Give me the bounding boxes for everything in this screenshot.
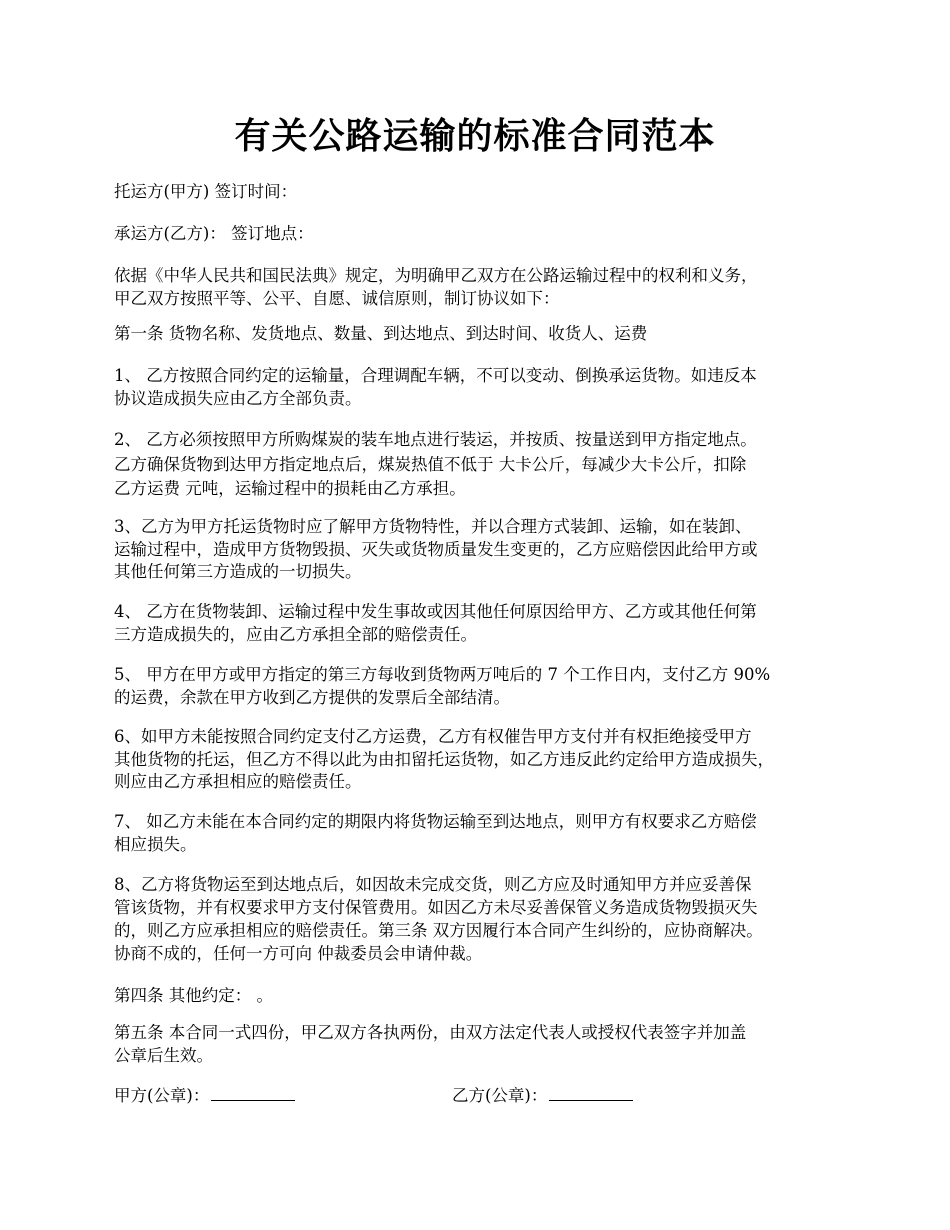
text-line: 管该货物，并有权要求甲方支付保管费用。如因乙方未尽妥善保管义务造成货物毁损灭失 bbox=[114, 898, 758, 917]
text-line: 其他货物的托运，但乙方不得以此为由扣留托运货物，如乙方违反此约定给甲方造成损失， bbox=[114, 749, 774, 769]
paragraph-clause-4 bbox=[114, 601, 854, 646]
text-line: 运输过程中，造成甲方货物毁损、灭失或货物质量发生变更的，乙方应赔偿因此给甲方或 bbox=[114, 539, 758, 559]
paragraph-clause-7 bbox=[114, 811, 854, 856]
text-line: 7、 如乙方未能在本合同约定的期限内将货物运输至到达地点，则甲方有权要求乙方赔偿 bbox=[114, 812, 757, 831]
text-line: 其他任何第三方造成的一切损失。 bbox=[114, 562, 362, 581]
signature-party-b bbox=[452, 1083, 633, 1108]
document-title: 有关公路运输的标准合同范本 bbox=[234, 115, 716, 157]
text-line: 承运方(乙方)： 签订地点： bbox=[114, 224, 314, 243]
text-line: 第四条 其他约定： 。 bbox=[114, 986, 273, 1005]
paragraph-clause-2 bbox=[114, 428, 854, 502]
text-line: 依据《中华人民共和国民法典》规定，为明确甲乙双方在公路运输过程中的权利和义务， bbox=[114, 266, 758, 285]
text-line: 的，则乙方应承担相应的赔偿责任。第三条 双方因履行本合同产生纠纷的，应协商解决。 bbox=[114, 921, 763, 940]
party-a-signature-line bbox=[211, 1083, 295, 1101]
paragraph-carrier bbox=[114, 223, 854, 246]
paragraph-article-4 bbox=[114, 985, 854, 1008]
text-line: 8、乙方将货物运至到达地点后，如因故未完成交货，则乙方应及时通知甲方并应妥善保 bbox=[114, 875, 752, 894]
paragraph-article-1 bbox=[114, 323, 854, 346]
text-line: 公章后生效。 bbox=[114, 1045, 213, 1065]
text-line: 3、乙方为甲方托运货物时应了解甲方货物特性，并以合理方式装卸、运输，如在装卸、 bbox=[114, 517, 752, 536]
paragraph-article-5 bbox=[114, 1022, 854, 1067]
paragraph-preamble bbox=[114, 265, 854, 310]
text-line: 1、 乙方按照合同约定的运输量，合理调配车辆，不可以变动、倒换承运货物。如违反本 bbox=[114, 366, 757, 385]
text-line: 4、 乙方在货物装卸、运输过程中发生事故或因其他任何原因给甲方、乙方或其他任何第 bbox=[114, 602, 757, 621]
party-a-label: 甲方(公章)： bbox=[114, 1086, 210, 1105]
paragraph-clause-8 bbox=[114, 873, 854, 965]
text-line: 6、如甲方未能按照合同约定支付乙方运费，乙方有权催告甲方支付并有权拒绝接受甲方 bbox=[114, 727, 752, 746]
text-line: 相应损失。 bbox=[114, 834, 197, 854]
text-line: 协议造成损失应由乙方全部负责。 bbox=[114, 388, 362, 408]
signature-party-a bbox=[114, 1083, 295, 1108]
text-line: 甲乙双方按照平等、公平、自愿、诚信原则，制订协议如下： bbox=[114, 288, 560, 308]
paragraph-clause-5 bbox=[114, 664, 854, 709]
text-line: 第一条 货物名称、发货地点、数量、到达地点、到达时间、收货人、运费 bbox=[114, 324, 648, 343]
party-b-signature-line bbox=[549, 1083, 633, 1101]
paragraph-clause-3 bbox=[114, 516, 854, 584]
text-line: 三方造成损失的，应由乙方承担全部的赔偿责任。 bbox=[114, 624, 477, 644]
text-line: 的运费，余款在甲方收到乙方提供的发票后全部结清。 bbox=[114, 687, 510, 707]
paragraph-consignor bbox=[114, 181, 854, 204]
paragraph-clause-6 bbox=[114, 726, 854, 794]
text-line: 托运方(甲方) 签订时间： bbox=[114, 182, 298, 201]
text-line: 2、 乙方必须按照甲方所购煤炭的装车地点进行装运，并按质、按量送到甲方指定地点。 bbox=[114, 430, 757, 449]
text-line: 协商不成的，任何一方可向 仲裁委员会申请仲裁。 bbox=[114, 944, 483, 963]
text-line: 5、 甲方在甲方或甲方指定的第三方每收到货物两万吨后的 7 个工作日内，支付乙方 90% bbox=[114, 665, 771, 684]
text-line: 乙方确保货物到达甲方指定地点后，煤炭热值不低于 大卡公斤，每减少大卡公斤，扣除 bbox=[114, 454, 747, 474]
party-b-label: 乙方(公章)： bbox=[452, 1086, 548, 1105]
paragraph-clause-1 bbox=[114, 365, 854, 410]
text-line: 乙方运费 元吨，运输过程中的损耗由乙方承担。 bbox=[114, 479, 466, 498]
text-line: 则应由乙方承担相应的赔偿责任。 bbox=[114, 772, 362, 791]
text-line: 第五条 本合同一式四份，甲乙双方各执两份，由双方法定代表人或授权代表签字并加盖 bbox=[114, 1023, 747, 1042]
